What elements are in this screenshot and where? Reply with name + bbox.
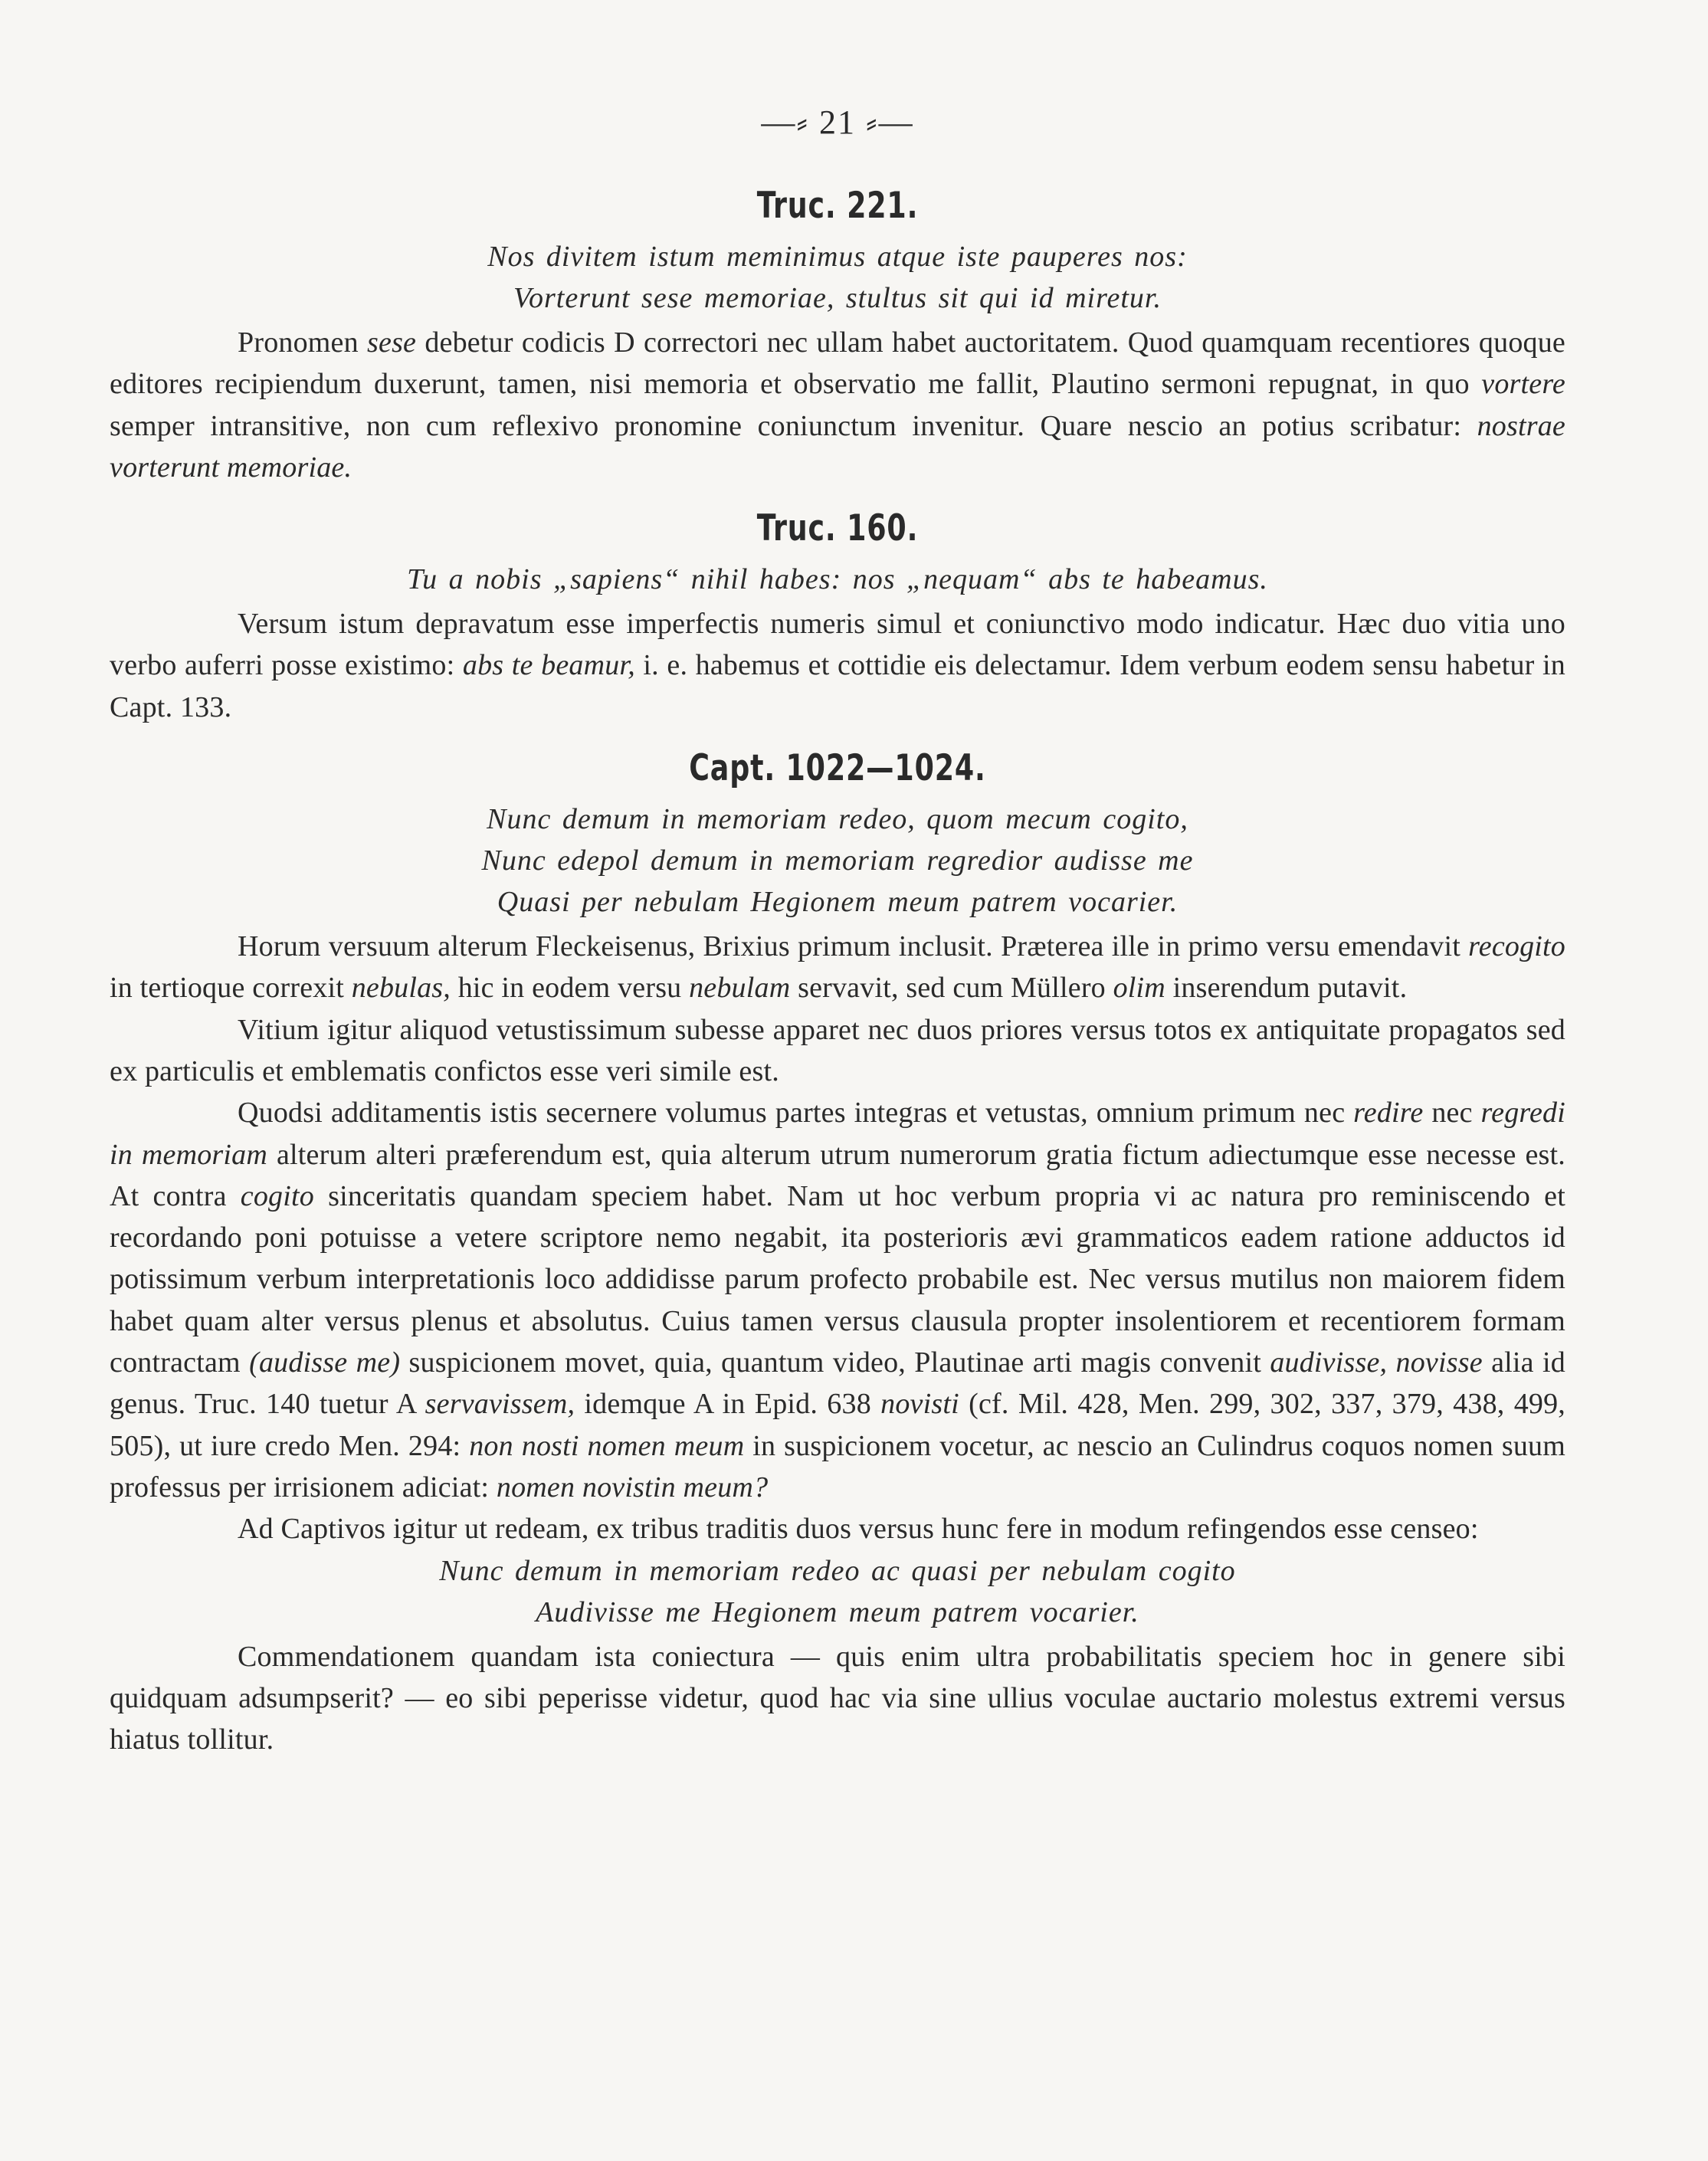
verse-line: Quasi per nebulam Hegionem meum patrem vocarier. — [497, 886, 1179, 919]
text-run: in suspicionem vocetur, ac nescio an Culindrus coquos nomen suum professus per irrisionem adiciat: — [110, 1429, 1566, 1504]
verse-line: Nunc demum in memoriam redeo ac quasi per nebulam cogito — [439, 1554, 1236, 1587]
verse-line: Audivisse me Hegionem meum patrem vocarier. — [536, 1595, 1139, 1628]
verse-line: Nunc demum in memoriam redeo, quom mecum cogito, — [487, 803, 1188, 836]
text-run: alia id genus. Truc. 140 tuetur A — [110, 1346, 1565, 1421]
italic-run: olim — [1113, 972, 1165, 1005]
verse-line: Vorterunt sese memoriae, stultus sit qui id miretur. — [513, 282, 1162, 314]
text-run: alterum alteri præferendum est, quia alterum utrum numerorum gratia fictum adiectumque esse necesse est. At contra — [110, 1138, 1566, 1212]
verse-line: Nunc edepol demum in memoriam regredior audisse me — [481, 844, 1194, 877]
italic-run: sese — [367, 326, 417, 359]
text-run: (cf. Mil. 428, Men. 299, 302, 337, 379, 438, 499, 505), ut iure credo Men. 294: — [110, 1388, 1566, 1462]
italic-run: nomen novistin meum? — [496, 1471, 769, 1504]
text-run: servavit, sed cum Müllero — [790, 972, 1113, 1005]
italic-run: redire — [1353, 1097, 1424, 1130]
verse-line: Tu a nobis „sapiens“ nihil habes: nos „nequam“ abs te habeamus. — [407, 563, 1268, 596]
section-heading: Capt. 1022—1024. — [689, 747, 986, 790]
italic-run: non nosti nomen meum — [469, 1429, 745, 1462]
text-run: i. e. habemus et cottidie eis delectamur. Idem verbum eodem sensu habetur in Capt. 133. — [110, 649, 1565, 723]
verse-block — [110, 559, 1565, 600]
italic-run: novisti — [880, 1388, 959, 1421]
verse-block — [110, 236, 1565, 319]
verse-block — [110, 798, 1565, 923]
paragraph — [110, 1508, 1565, 1549]
italic-run: abs te beamur, — [462, 649, 635, 682]
paragraph — [110, 1636, 1565, 1761]
italic-run: servavissem, — [425, 1388, 575, 1421]
section-truc-160 — [110, 503, 1565, 728]
text-run: Horum versuum alterum Fleckeisenus, Brixius primum inclusit. Præterea ille in primo versu emendavit — [238, 930, 1469, 963]
section-truc-221 — [110, 181, 1565, 488]
italic-run: nebulas, — [351, 972, 451, 1005]
section-capt-1022-1024 — [110, 743, 1565, 1760]
text-run: nec — [1423, 1097, 1481, 1130]
text-run: semper intransitive, non cum reflexivo pronomine coniunctum invenitur. Quare nescio an potius scribatur: — [110, 409, 1477, 442]
section-heading: Truc. 221. — [756, 185, 919, 227]
text-run: Quodsi additamentis istis secernere volumus partes integras et vetustas, omnium primum nec — [238, 1097, 1354, 1130]
italic-run: (audisse me) — [249, 1346, 401, 1379]
page-number: —⸗ 21 ⸗— — [761, 103, 914, 141]
text-run: Pronomen — [238, 326, 368, 359]
text-run: sinceritatis quandam speciem habet. Nam ut hoc verbum propria vi ac natura pro reminiscendo et recordando poni potuisse a vetere scriptore nemo negabit, ita posterioris ævi grammaticos eadem ratione adductos id potissimum verbum interpretationis loco addidisse parum profecto probabile est. Nec versus mutilus non maiorem fidem habet quam alter versus plenus et absolutus. Cuius tamen versus clausula propter insolentiorem et recentiorem formam contractam — [110, 1179, 1565, 1379]
text-run: inserendum putavit. — [1165, 972, 1408, 1005]
italic-run: recogito — [1468, 930, 1565, 963]
italic-run: regredi in memoriam — [110, 1097, 1565, 1171]
text-run: idemque A in Epid. 638 — [575, 1388, 881, 1421]
text-run: suspicionem movet, quia, quantum video, Plautinae arti magis convenit — [400, 1346, 1270, 1379]
italic-run: cogito — [240, 1179, 314, 1212]
text-run: hic in eodem versu — [451, 972, 690, 1005]
verse-block — [110, 1550, 1565, 1633]
text-run: Vitium igitur aliquod vetustissimum subesse apparet nec duos priores versus totos ex antiquitate propagatos sed ex particulis et emblematis confictos esse veri simile est. — [110, 1013, 1565, 1087]
paragraph — [110, 322, 1565, 488]
paragraph — [110, 603, 1565, 728]
paragraph — [110, 926, 1565, 1009]
italic-run: vortere — [1481, 368, 1565, 401]
paragraph — [110, 1092, 1565, 1508]
text-run: Ad Captivos igitur ut redeam, ex tribus traditis duos versus hunc fere in modum refingendos esse censeo: — [238, 1513, 1479, 1546]
italic-run: audivisse, novisse — [1270, 1346, 1483, 1379]
italic-run: nebulam — [689, 972, 791, 1005]
italic-run: nostrae vorterunt memoriae. — [110, 409, 1565, 484]
verse-line: Nos divitem istum meminimus atque iste pauperes nos: — [487, 241, 1188, 273]
text-run: debetur codicis D correctori nec ullam habet auctoritatem. Quod quamquam recentiores quoque editores recipiendum duxerunt, tamen, nisi memoria et observatio me fallit, Plautino sermoni repugnat, in quo — [110, 326, 1565, 401]
paragraph — [110, 1009, 1565, 1093]
text-run: in tertioque correxit — [110, 972, 352, 1005]
section-heading: Truc. 160. — [756, 507, 919, 550]
text-run: Commendationem quandam ista coniectura — quis enim ultra probabilitatis speciem hoc in genere sibi quidquam adsumpserit? — eo sibi peperisse videtur, quod hac via sine ullius voculae auctario molestus extremi versus hiatus tollitur. — [110, 1640, 1565, 1756]
text-run: Versum istum depravatum esse imperfectis numeris simul et coniunctivo modo indicatur. Hæc duo vitia uno verbo auferri posse existimo: — [110, 608, 1565, 682]
